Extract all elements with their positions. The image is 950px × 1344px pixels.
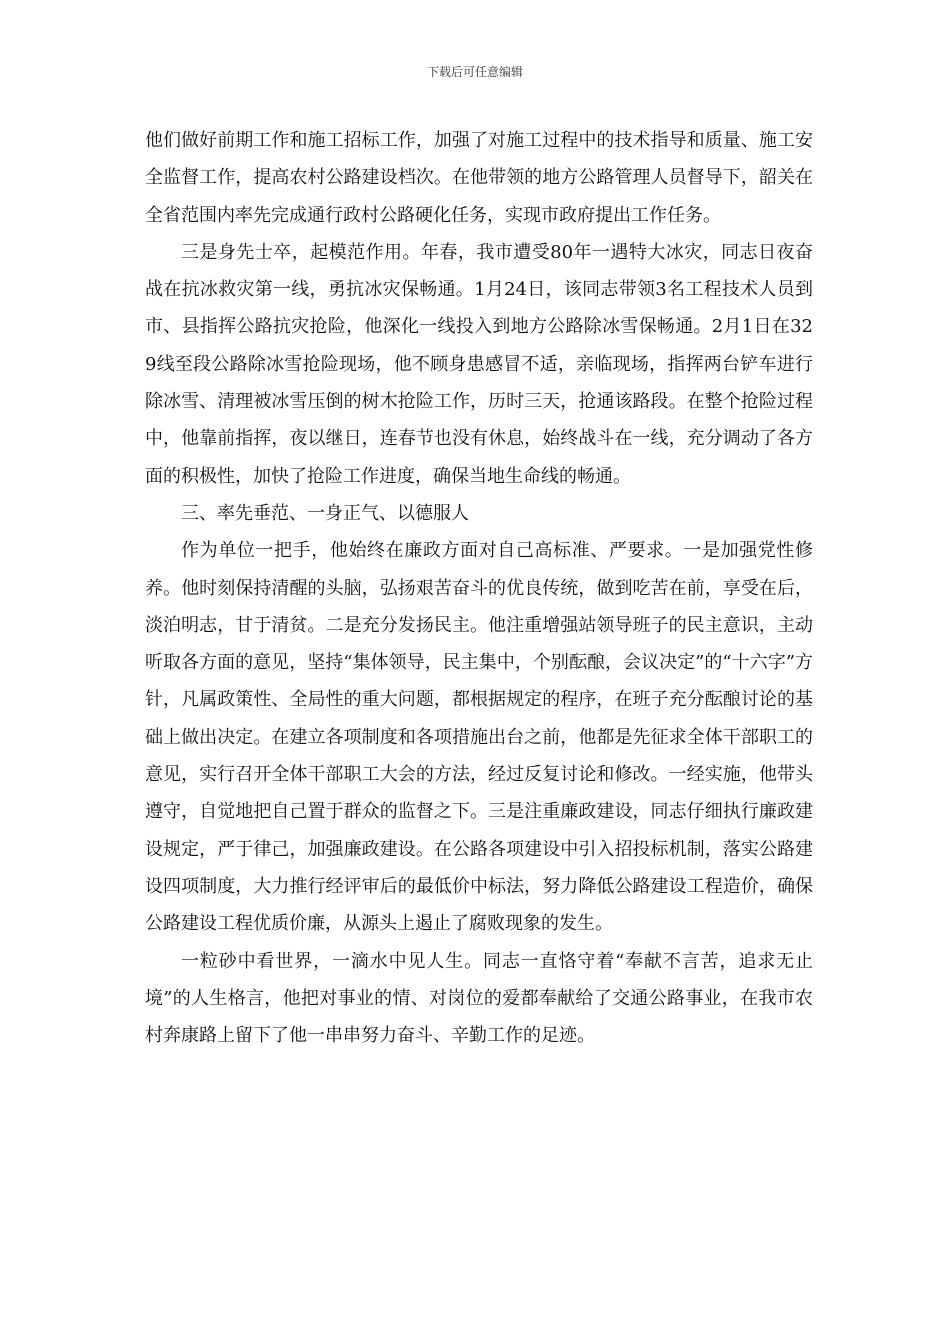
document-body	[145, 122, 813, 1054]
paragraph-continued: 他们做好前期工作和施工招标工作，加强了对施工过程中的技术指导和质量、施工安全监督工作，提高农村公路建设档次。在他带领的地方公路管理人员督导下，韶关在全省范围内率先完成通行政村公路硬化任务，实现市政府提出工作任务。	[145, 130, 813, 226]
page-header-note: 下载后可任意编辑	[426, 65, 523, 79]
paragraph-conclusion: 一粒砂中看世界，一滴水中见人生。同志一直恪守着“奉献不言苦，追求无止境”的人生格言，他把对事业的情、对岗位的爱都奉献给了交通公路事业，在我市农村奔康路上留下了他一串串努力奋斗、辛勤工作的足迹。	[145, 950, 813, 1047]
section-heading: 三、率先垂范、一身正气、以德服人	[181, 502, 469, 524]
paragraph-set-example: 三是身先士卒，起模范作用。年春，我市遭受80年一遇特大冰灾，同志日夜奋战在抗冰救灾第一线，勇抗冰灾保畅通。1月24日，该同志带领3名工程技术人员到市、县指挥公路抗灾抢险，他深化一线投入到地方公路除冰雪保畅通。2月1日在329线至段公路除冰雪抢险现场，他不顾身患感冒不适，亲临现场，指挥两台铲车进行除冰雪、清理被冰雪压倒的树木抢险工作，历时三天，抢通该路段。在整个抢险过程中，他靠前指挥，夜以继日，连春节也没有休息，始终战斗在一线，充分调动了各方面的积极性，加快了抢险工作进度，确保当地生命线的畅通。	[145, 241, 813, 487]
paragraph-integrity: 作为单位一把手，他始终在廉政方面对自己高标准、严要求。一是加强党性修养。他时刻保持清醒的头脑，弘扬艰苦奋斗的优良传统，做到吃苦在前，享受在后，淡泊明志，甘于清贫。二是充分发扬民主。他注重增强站领导班子的民主意识，主动听取各方面的意见，坚持“集体领导，民主集中，个别酝酿，会议决定”的“十六字”方针，凡属政策性、全局性的重大问题，都根据规定的程序，在班子充分酝酿讨论的基础上做出决定。在建立各项制度和各项措施出台之前，他都是先征求全体干部职工的意见，实行召开全体干部职工大会的方法，经过反复讨论和修改。一经实施，他带头遵守，自觉地把自己置于群众的监督之下。三是注重廉政建设，同志仔细执行廉政建设规定，严于律己，加强廉政建设。在公路各项建设中引入招投标机制，落实公路建设四项制度，大力推行经评审后的最低价中标法，努力降低公路建设工程造价，确保公路建设工程优质价廉，从源头上遏止了腐败现象的发生。	[145, 540, 813, 935]
